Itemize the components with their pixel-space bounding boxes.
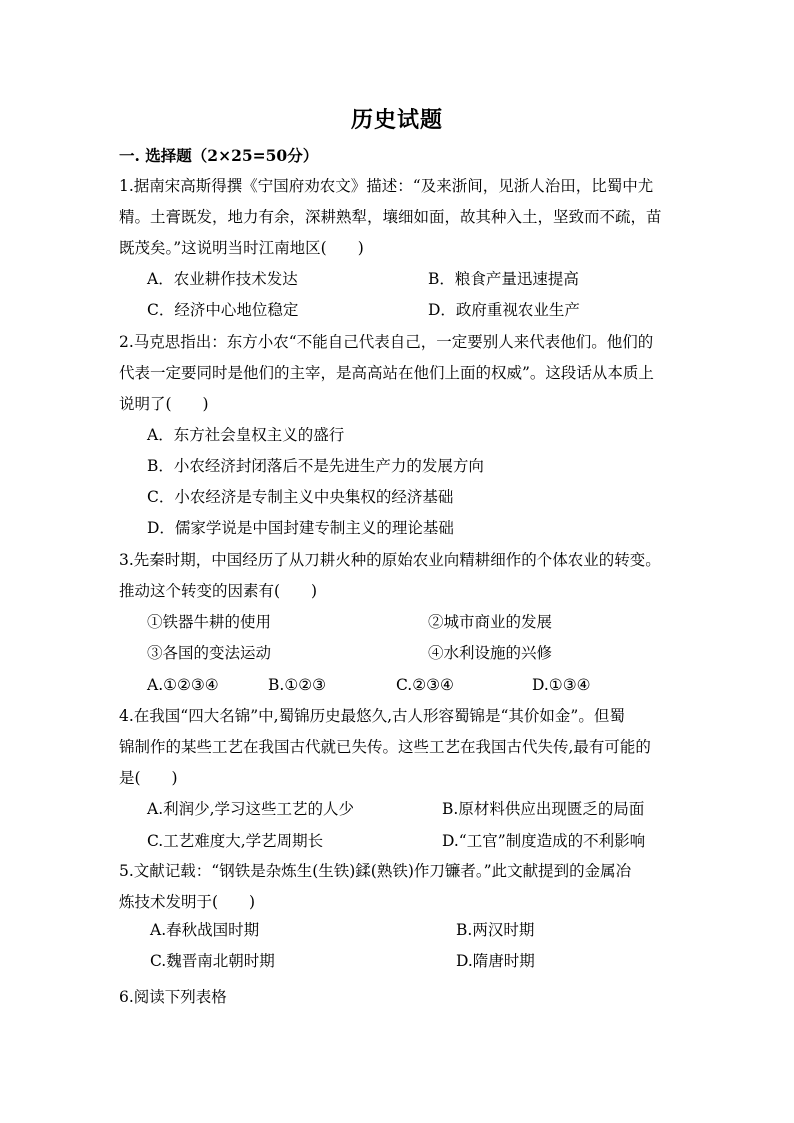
factor-item: ④水利设施的兴修 [428,644,553,662]
question-text-line: 4.在我国“四大名锦”中,蜀锦历史最悠久,古人形容蜀锦是“其价如金”。但蜀 [119,707,625,725]
question-text-line: 3.先秦时期，中国经历了从刀耕火种的原始农业向精耕细作的个体农业的转变。 [119,551,661,569]
option-a: A.春秋战国时期 [150,921,260,939]
section-heading: 一. 选择题（2×25=50分） [119,146,319,165]
option-d: D.“工官”制度造成的不利影响 [442,832,646,850]
question-text-line: 精。土膏既发，地力有余，深耕熟犁，壤细如面，故其种入土，坚致而不疏，苗 [119,208,662,226]
option-b: B.原材料供应出现匮乏的局面 [442,800,645,818]
question-text-line: 炼技术发明于( ) [119,893,256,911]
option-b: B.两汉时期 [456,921,535,939]
factor-item: ③各国的变法运动 [147,644,272,662]
question-text-line: 推动这个转变的因素有( ) [119,582,318,600]
question-text-line: 6.阅读下列表格 [119,988,227,1006]
question-text-line: 是( ) [119,769,178,787]
option-b: B．小农经济封闭落后不是先进生产力的发展方向 [147,457,484,475]
question-text-line: 锦制作的某些工艺在我国古代就已失传。这些工艺在我国古代失传,最有可能的 [119,738,651,756]
option-a: A.利润少,学习这些工艺的人少 [147,800,355,818]
question-text-line: 既茂矣。”这说明当时江南地区( ) [119,239,364,257]
question-text-line: 2.马克思指出：东方小农“不能自己代表自己，一定要别人来代表他们。他们的 [119,333,654,351]
question-text-line: 1.据南宋高斯得撰《宁国府劝农文》描述：“及来浙间，见浙人治田，比蜀中尤 [119,177,654,195]
option-d: D.隋唐时期 [456,952,535,970]
page-title: 历史试题 [350,107,443,133]
option-c: C．经济中心地位稳定 [147,301,299,319]
option-d: D.①③④ [532,676,591,694]
question-text-line: 代表一定要同时是他们的主宰，是高高站在他们上面的权威”。这段话从本质上 [119,364,654,382]
option-b: B．粮食产量迅速提高 [428,270,579,288]
option-a: A.①②③④ [147,676,219,694]
option-c: C.工艺难度大,学艺周期长 [147,832,324,850]
option-d: D．儒家学说是中国封建专制主义的理论基础 [147,519,454,537]
option-d: D．政府重视农业生产 [428,301,580,319]
factor-item: ②城市商业的发展 [428,613,553,631]
option-a: A．东方社会皇权主义的盛行 [147,426,345,444]
question-text-line: 5.文献记载：“钢铁是杂炼生(生铁)鍒(熟铁)作刀镰者。”此文献提到的金属冶 [119,862,632,880]
question-text-line: 说明了( ) [119,395,209,413]
option-c: C．小农经济是专制主义中央集权的经济基础 [147,488,454,506]
option-c: C.魏晋南北朝时期 [150,952,275,970]
option-b: B.①②③ [268,676,327,694]
option-a: A．农业耕作技术发达 [147,270,298,288]
factor-item: ①铁器牛耕的使用 [147,613,272,631]
option-c: C.②③④ [396,676,454,694]
